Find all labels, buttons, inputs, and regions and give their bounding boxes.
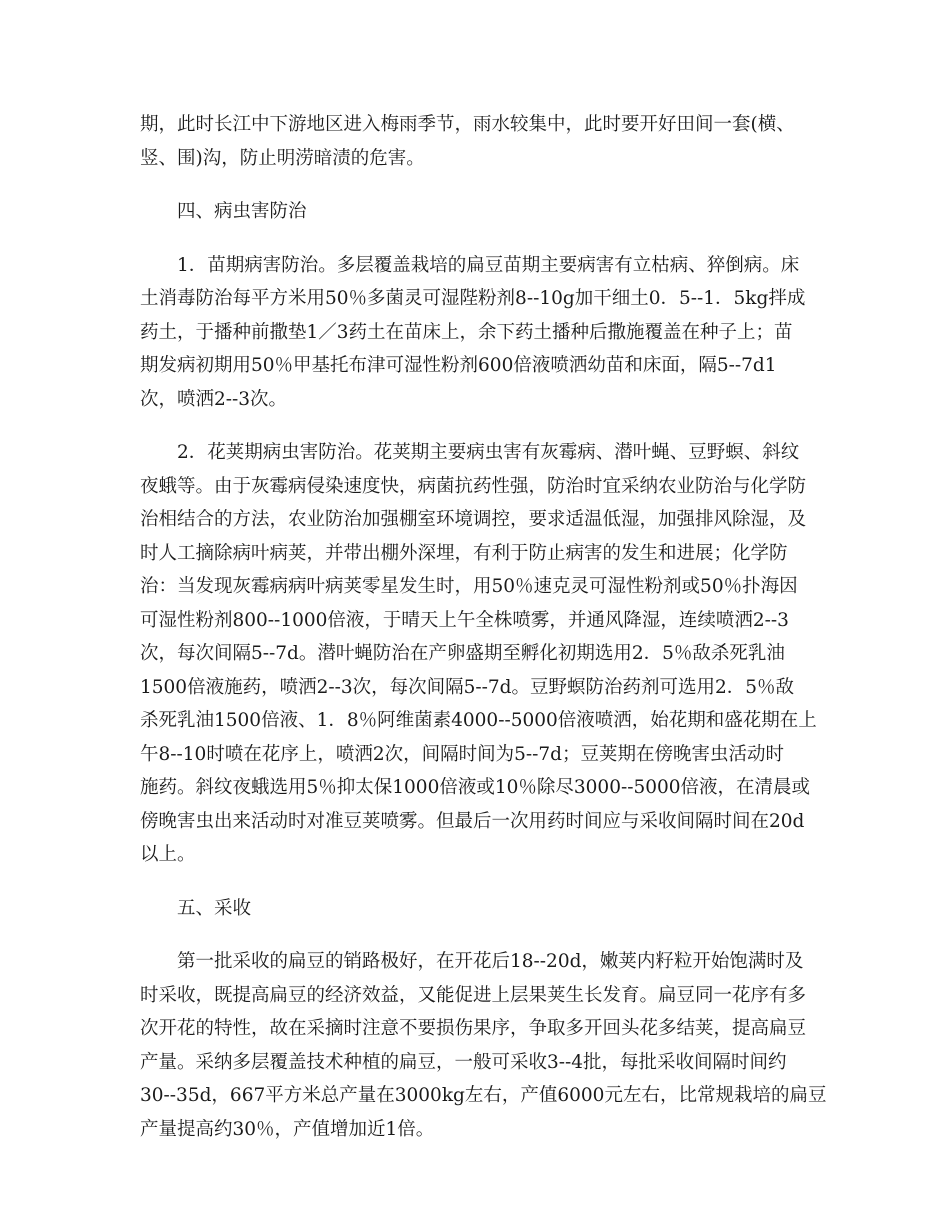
- paragraph-harvest: [140, 945, 827, 1146]
- text-line: 次，喷洒2--3次。: [140, 388, 288, 410]
- text-line: 第一批采收的扁豆的销路极好，在开花后18--20d，嫩荚内籽粒开始饱满时及: [177, 951, 804, 972]
- text-line: 次开花的特性，故在采摘时注意不要损伤果序，争取多开回头花多结荚，提高扁豆: [140, 1018, 807, 1039]
- text-line: 傍晚害虫出来活动时对准豆荚喷雾。但最后一次用药时间应与采收间隔时间在20d: [140, 810, 805, 832]
- text-line: 期，此时长江中下游地区进入梅雨季节，雨水较集中，此时要开好田间一套(横、: [140, 114, 795, 135]
- text-line: 期发病初期用50％甲基托布津可湿性粉剂600倍液喷洒幼苗和床面，隔5--7d1: [140, 355, 777, 376]
- text-line: 治：当发现灰霉病病叶病荚零星发生时，用50％速克灵可湿性粉剂或50％扑海因: [140, 576, 798, 597]
- text-line: 杀死乳油1500倍液、1．8％阿维菌素4000--5000倍液喷洒，始花期和盛花期在上: [140, 710, 817, 731]
- text-line: 土消毒防治每平方米用50％多菌灵可湿陛粉剂8--10g加干细土0．5--1．5kg拌成: [140, 288, 806, 309]
- paragraph-seedling-disease: [140, 249, 812, 417]
- text-line: 次，每次间隔5--7d。潜叶蝇防治在产卵盛期至孵化初期选用2．5％敌杀死乳油: [140, 643, 785, 664]
- section-heading-harvest: 五、采收: [177, 897, 252, 919]
- text-line: 1500倍液施药，喷洒2--3次，每次间隔5--7d。豆野螟防治药剂可选用2．5％敌: [140, 676, 795, 698]
- section-heading-pest-control: 四、病虫害防治: [177, 201, 307, 222]
- text-line: 1．苗期病害防治。多层覆盖栽培的扁豆苗期主要病害有立枯病、猝倒病。床: [177, 254, 800, 276]
- document-page: [140, 108, 827, 1166]
- paragraph-drainage: [140, 108, 812, 175]
- paragraph-flowering-pest: [140, 436, 817, 872]
- text-line: 药土，于播种前撒垫1／3药土在苗床上，余下药土播种后撒施覆盖在种子上；苗: [140, 321, 793, 343]
- text-line: 施药。斜纹夜蛾选用5％抑太保1000倍液或10％除尽3000--5000倍液，在清晨或: [140, 777, 811, 798]
- text-line: 午8--10时喷在花序上，喷洒2次，间隔时间为5--7d；豆荚期在傍晚害虫活动时: [140, 743, 784, 765]
- text-line: 时人工摘除病叶病荚，并带出棚外深埋，有利于防止病害的发生和进展；化学防: [140, 542, 788, 564]
- text-line: 竖、围)沟，防止明涝暗渍的危害。: [140, 147, 425, 169]
- text-line: 以上。: [140, 844, 196, 865]
- text-line: 30--35d，667平方米总产量在3000kg左右，产值6000元左右，比常规栽培的扁豆: [140, 1085, 827, 1106]
- text-line: 可湿性粉剂800--1000倍液，于晴天上午全株喷雾，并通风降湿，连续喷洒2--3: [140, 609, 789, 631]
- text-line: 2．花荚期病虫害防治。花荚期主要病虫害有灰霉病、潜叶蝇、豆野螟、斜纹: [177, 442, 800, 463]
- text-line: 产量。采纳多层覆盖技术种植的扁豆，一般可采收3--4批，每批采收间隔时间约: [140, 1051, 787, 1073]
- text-line: 治相结合的方法，农业防治加强棚室环境调控，要求适温低湿，加强排风除湿，及: [140, 509, 807, 530]
- text-line: 时采收，既提高扁豆的经济效益，又能促进上层果荚生长发育。扁豆同一花序有多: [140, 984, 807, 1006]
- text-line: 产量提高约30％，产值增加近1倍。: [140, 1118, 435, 1140]
- text-line: 夜蛾等。由于灰霉病侵染速度快，病菌抗药性强，防治时宜采纳农业防治与化学防: [140, 475, 807, 497]
